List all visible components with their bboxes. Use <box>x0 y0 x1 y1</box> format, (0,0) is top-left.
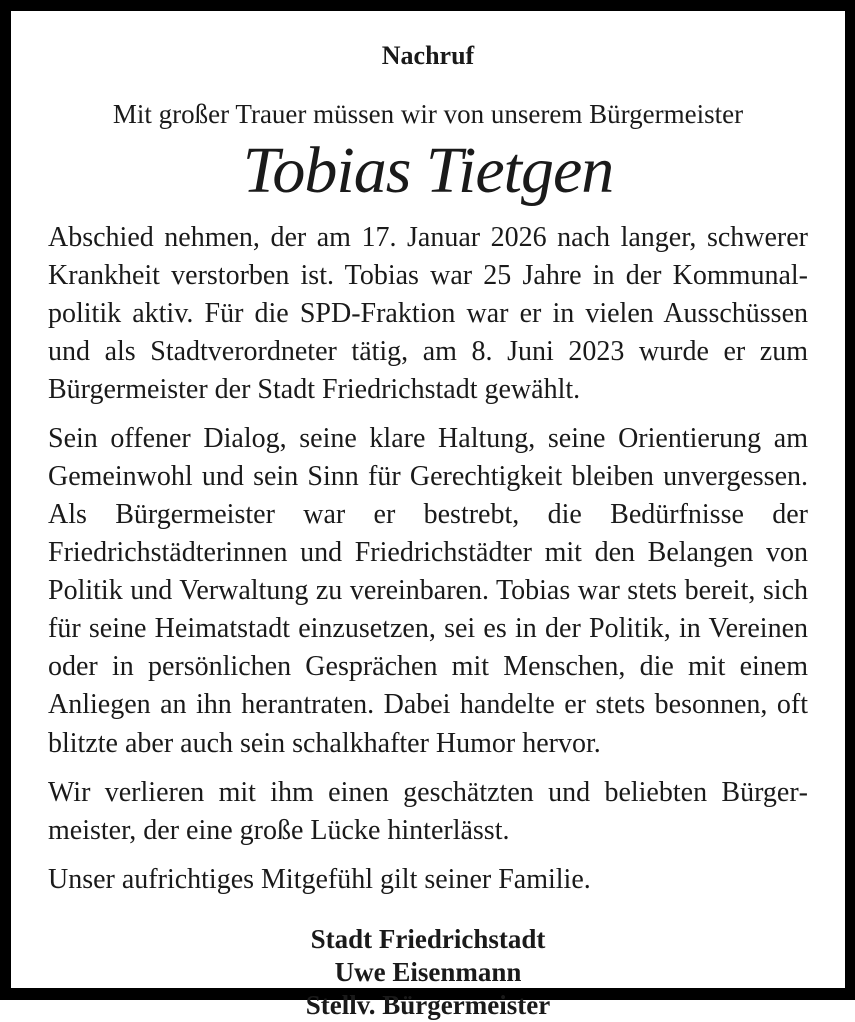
intro-line: Mit großer Trauer müssen wir von unserem Bürgermeister <box>112 98 744 129</box>
obituary-paragraph: Wir verlieren mit ihm einen geschätzten und beliebten Bürgermeister, der eine große Lücke hinterlässt. <box>48 776 808 846</box>
obituary-paragraph: Abschied nehmen, der am 17. Januar 2026 nach langer, schwerer Krankheit verstorben ist. Tobias war 25 Jahre in der Kommunalpolitik aktiv. Für die SPD-Fraktion war er in vielen Ausschüssen und als Stadtverordneter tätig, am 8. Juni 2023 wurde er zum Bürgermeister der Stadt Friedrichstadt gewählt. <box>48 221 808 405</box>
signature-line-organization: Stadt Friedrichstadt <box>310 923 546 954</box>
deceased-name: Tobias Tietgen <box>242 134 614 208</box>
signature-line-name: Uwe Eisenmann <box>334 956 522 987</box>
obituary-heading: Nachruf <box>381 41 475 70</box>
signature-block <box>48 923 808 1022</box>
obituary-body <box>48 219 808 899</box>
obituary-paragraph: Unser aufrichtiges Mitgefühl gilt seiner Familie. <box>48 863 591 895</box>
obituary-page <box>11 11 845 1020</box>
obituary-paragraph: Sein offener Dialog, seine klare Haltung, seine Orientierung am Gemeinwohl und sein Sinn für Gerechtigkeit bleiben unvergessen. Als Bürgermeister war er bestrebt, die Bedürfnisse der Friedrichstädterinnen und Friedrichstädter mit den Belangen von Politik und Verwaltung zu vereinbaren. Tobias war stets bereit, sich für seine Heimatstadt einzusetzen, sei es in der Politik, in Vereinen oder in persönlichen Gesprächen mit Menschen, die mit einem Anliegen an ihn herantraten. Dabei handelte er stets besonnen, oft blitzte aber auch sein schalkhafter Humor hervor. <box>48 422 808 759</box>
signature-line-title: Stellv. Bürgermeister <box>305 989 551 1020</box>
